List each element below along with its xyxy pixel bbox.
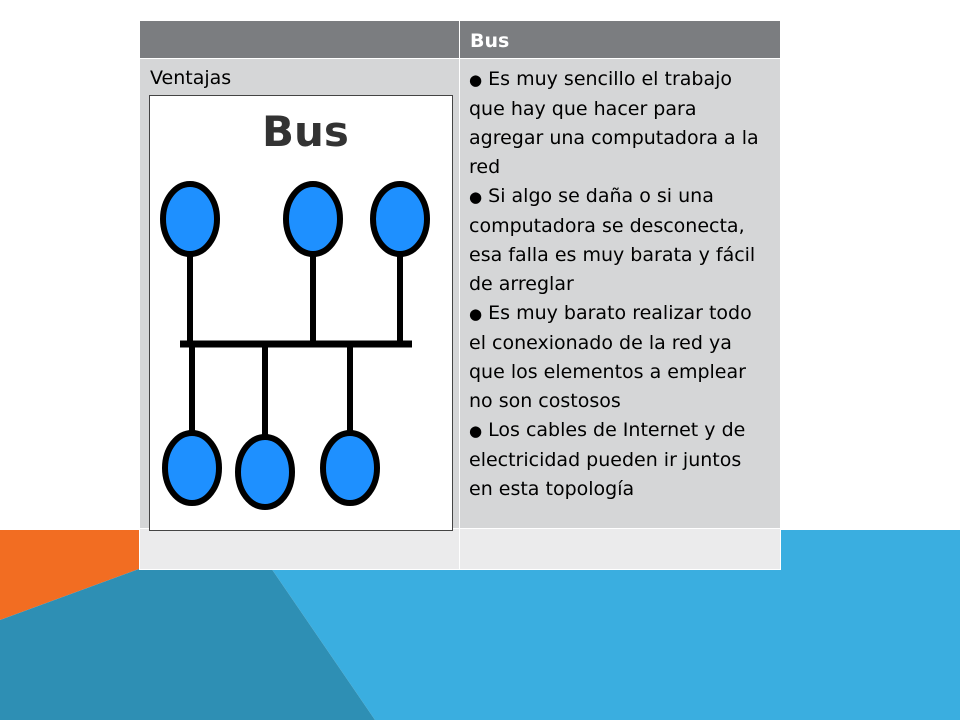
advantage-item bbox=[469, 182, 770, 299]
footer-cell-2 bbox=[460, 529, 781, 570]
row-label-cell bbox=[140, 59, 460, 529]
header-col2-label: Bus bbox=[470, 30, 510, 52]
node-bottom-2 bbox=[238, 437, 292, 507]
advantage-text: Es muy sencillo el trabajo que hay que hacer para agregar una computadora a la red bbox=[469, 68, 759, 178]
advantage-item bbox=[469, 65, 770, 182]
header-cell-bus bbox=[460, 21, 781, 59]
header-cell-empty bbox=[140, 21, 460, 59]
advantage-item bbox=[469, 299, 770, 416]
advantages-cell bbox=[460, 59, 781, 529]
node-top-1 bbox=[163, 184, 217, 254]
header-row bbox=[140, 21, 781, 59]
bullet-icon: ● bbox=[469, 188, 483, 206]
node-top-2 bbox=[286, 184, 340, 254]
row-label: Ventajas bbox=[150, 67, 232, 89]
footer-row bbox=[140, 529, 781, 570]
node-bottom-3 bbox=[323, 433, 377, 503]
bullet-icon: ● bbox=[469, 71, 483, 89]
advantage-text: Los cables de Internet y de electricidad pueden ir juntos en esta topología bbox=[469, 419, 746, 500]
advantage-text: Es muy barato realizar todo el conexionado de la red ya que los elementos a emplear no son costosos bbox=[469, 302, 752, 412]
node-bottom-1 bbox=[165, 433, 219, 503]
bus-diagram-svg bbox=[150, 96, 452, 530]
advantages-row bbox=[140, 59, 781, 529]
bullet-icon: ● bbox=[469, 305, 483, 323]
node-top-3 bbox=[373, 184, 427, 254]
footer-cell-1 bbox=[140, 529, 460, 570]
advantage-item bbox=[469, 416, 770, 504]
bus-topology-diagram bbox=[149, 95, 453, 531]
topology-table bbox=[139, 20, 781, 570]
diagram-title: Bus bbox=[262, 107, 349, 156]
advantages-list bbox=[460, 59, 780, 504]
advantage-text: Si algo se daña o si una computadora se desconecta, esa falla es muy barata y fácil de arreglar bbox=[469, 185, 756, 295]
bullet-icon: ● bbox=[469, 422, 483, 440]
header-col1-label bbox=[140, 21, 459, 30]
